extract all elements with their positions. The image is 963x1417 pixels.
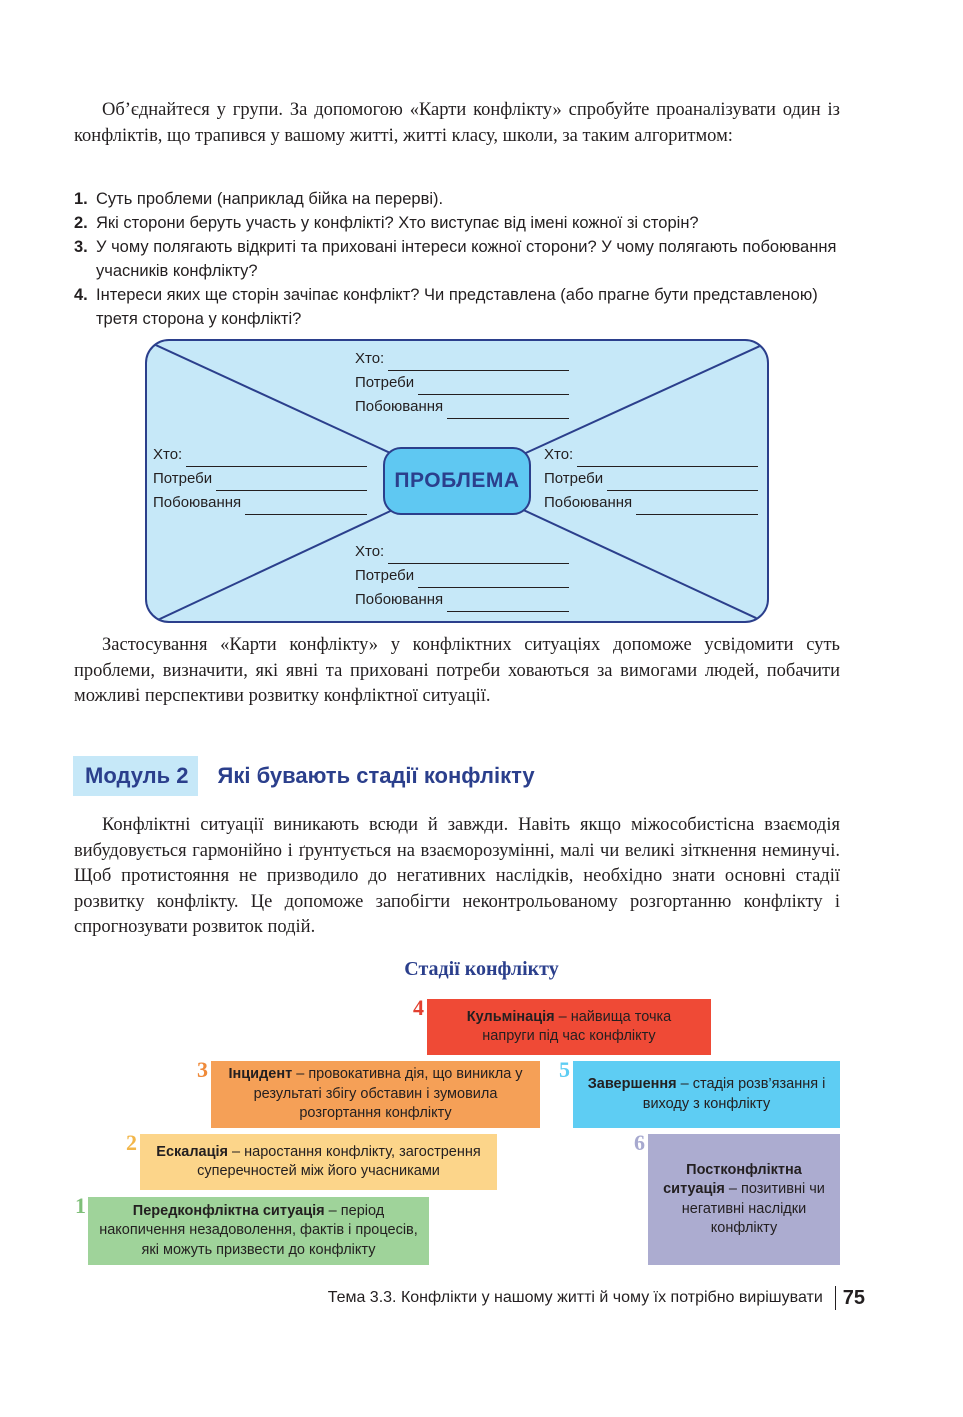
needs-label: Потреби [355,374,415,391]
stage-box-completion [573,1061,840,1128]
list-item-text: Які сторони беруть участь у конфлікті? Хто виступає від імені кожної зі сторін? [96,214,699,232]
who-label: Хто: [355,350,385,367]
list-item-text: Інтереси яких ще сторін зачіпає конфлікт? Чи представлена (або прагне бути представленою) третя сторона у конфлікті? [96,286,818,328]
stage-box-escalation [140,1134,497,1190]
stage-number: 3 [197,1057,208,1082]
fears-blank[interactable] [245,497,367,515]
module-header [73,756,535,796]
footer-divider [835,1286,836,1310]
fears-label: Побоювання [544,494,633,511]
stage-name: Постконфліктна ситуація [663,1161,802,1197]
page-number: 75 [842,1286,865,1309]
stage-name: Завершення [587,1076,677,1092]
fears-blank[interactable] [447,594,569,612]
list-item [74,283,844,331]
list-item-number: 4. [74,286,88,304]
stage-box-culmination [427,999,711,1055]
who-label: Хто: [153,446,183,463]
stage-desc: – наростання конфлікту, загострення суперечностей між його учасниками [197,1143,481,1179]
stage-name: Кульмінація [466,1008,555,1025]
who-blank[interactable] [186,449,367,467]
stage-number: 1 [75,1193,86,1218]
stage-name: Передконфліктна ситуація [132,1202,325,1219]
needs-label: Потреби [153,470,213,487]
needs-label: Потреби [544,470,604,487]
map-field-right [544,443,758,515]
fears-label: Побоювання [355,591,444,608]
map-field-left [153,443,367,515]
page-footer [328,1285,865,1311]
stage-number: 2 [126,1130,137,1155]
list-item-text: Суть проблеми (наприклад бійка на перерві). [96,190,444,208]
needs-blank[interactable] [216,473,367,491]
stage-desc: – найвища точка напруги під час конфлікту [482,1008,672,1044]
fears-blank[interactable] [636,497,758,515]
map-usage-paragraph: Застосування «Карти конфлікту» у конфліктних ситуаціях допоможе усвідомити суть проблеми, визначити, які явні та приховані потреби ховаються за вимогами людей, побачити можливі перспективи розвитку конфліктної ситуації. [74,635,840,706]
list-item [74,211,844,235]
stage-name: Інцидент [228,1066,293,1083]
conflict-map [145,339,769,623]
needs-label: Потреби [355,567,415,584]
needs-blank[interactable] [607,473,758,491]
stage-desc: – період накопичення незадоволення, фактів і процесів, які можуть призвести до конфлікту [99,1202,418,1258]
map-field-top [355,347,569,419]
stage-box-pre-conflict [88,1197,429,1265]
module-paragraph: Конфліктні ситуації виникають всюди й завжди. Навіть якщо міжособистісна взаємодія вибудовується гармонійно і ґрунтується на взаєморозумінні, малі чи великі зіткнення неминучі. Щоб протистояння не призводило до негативних наслідків, необхідно знати основні стадії розвитку конфлікту. Це допоможе запобігти неконтрольованому розгортанню конфлікту і спрогнозувати розвиток подій. [74,815,840,937]
list-item-number: 3. [74,238,88,256]
module-title: Які бувають стадії конфлікту [217,763,535,788]
who-blank[interactable] [388,546,569,564]
fears-blank[interactable] [447,401,569,419]
fears-label: Побоювання [355,398,444,415]
list-item-number: 1. [74,190,88,208]
intro-paragraph: Об’єднайтеся у групи. За допомогою «Карти конфлікту» спробуйте проаналізувати один із конфліктів, що трапився у вашому житті, житті класу, школи, за таким алгоритмом: [74,100,840,146]
stage-number: 6 [634,1130,645,1155]
stage-desc: – провокативна дія, що виникла у результаті збігу обставин і зумовила розгортання конфлікту [253,1066,523,1122]
stage-number: 5 [559,1057,570,1082]
needs-blank[interactable] [418,377,569,395]
who-label: Хто: [355,543,385,560]
stage-number: 4 [413,995,424,1020]
stage-name: Ескалація [156,1143,229,1160]
footer-topic: Тема 3.3. Конфлікти у нашому житті й чому їх потрібно вирішувати [327,1289,823,1306]
who-label: Хто: [544,446,574,463]
stage-desc: – позитивні чи негативні наслідки конфлікту [681,1181,825,1236]
fears-label: Побоювання [153,494,242,511]
list-item [74,187,844,211]
problem-box: ПРОБЛЕМА [383,447,531,515]
stages-title: Стадії конфлікту [404,958,559,980]
who-blank[interactable] [577,449,758,467]
algorithm-list [74,187,844,331]
needs-blank[interactable] [418,570,569,588]
stage-box-incident [211,1061,540,1128]
list-item [74,235,844,283]
map-field-bottom [355,540,569,612]
stage-box-post-conflict [648,1134,840,1265]
list-item-text: У чому полягають відкриті та приховані інтереси кожної сторони? У чому полягають побоювання учасників конфлікту? [96,238,837,280]
module-badge: Модуль 2 [73,756,198,796]
stage-desc: – стадія розв’язання і виходу з конфлікту [642,1076,826,1112]
who-blank[interactable] [388,353,569,371]
list-item-number: 2. [74,214,88,232]
